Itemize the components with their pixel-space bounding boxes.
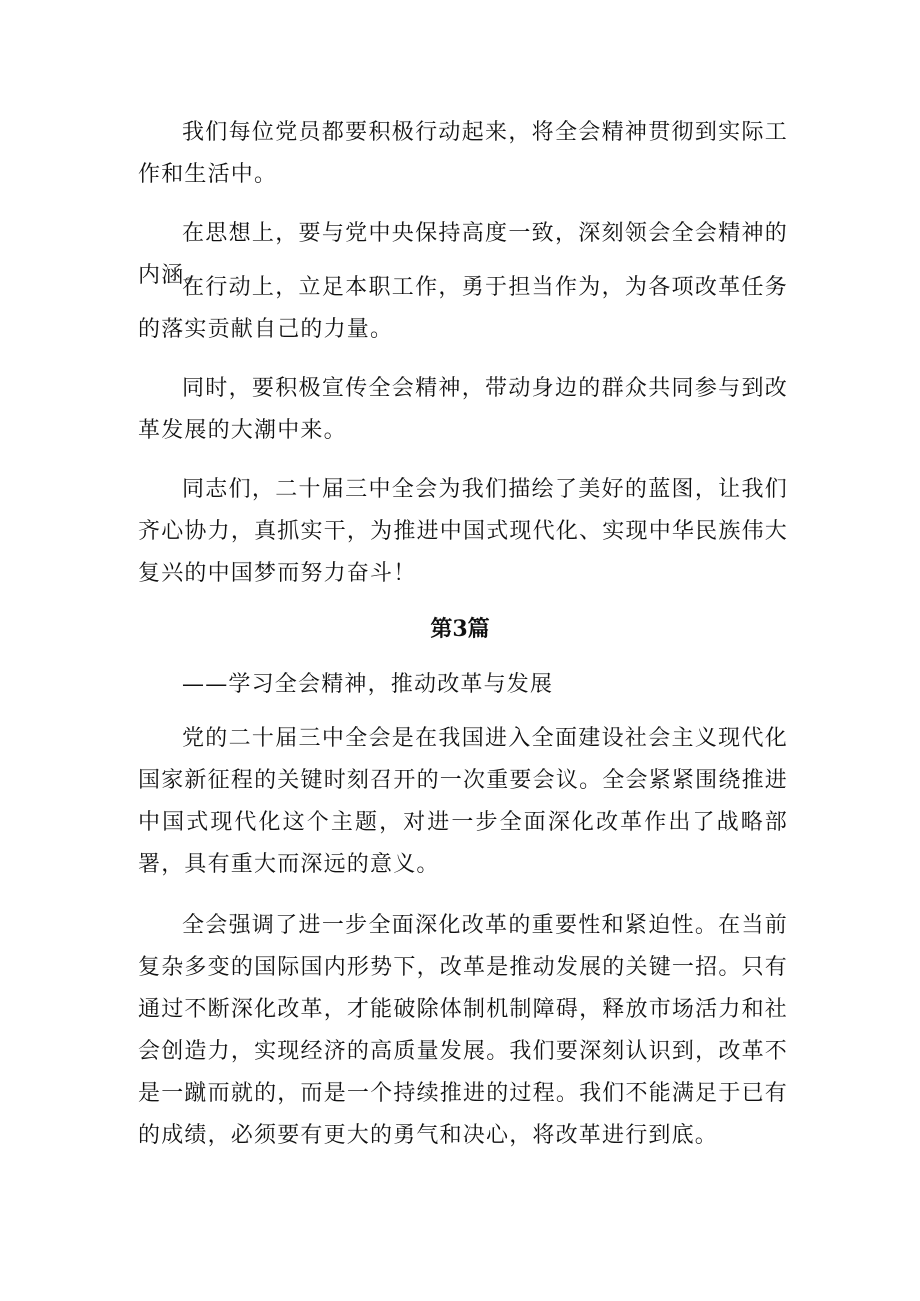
paragraph: 全会强调了进一步全面深化改革的重要性和紧迫性。在当前复杂多变的国际国内形势下，改革是推动发展的关键一招。只有通过不断深化改革，才能破除体制机制障碍，释放市场活力和社会创造力，实现经济的高质量发展。我们要深刻认识到，改革不是一蹴而就的，而是一个持续推进的过程。我们不能满足于已有的成绩，必须要有更大的勇气和决心，将改革进行到底。 xyxy=(138,913,788,1148)
section-subtitle: ——学习全会精神，推动改革与发展 xyxy=(182,672,554,697)
paragraph: 党的二十届三中全会是在我国进入全面建设社会主义现代化国家新征程的关键时刻召开的一次重要会议。全会紧紧围绕推进中国式现代化这个主题，对进一步全面深化改革作出了战略部署，具有重大而深远的意义。 xyxy=(138,726,788,877)
paragraph: 同时，要积极宣传全会精神，带动身边的群众共同参与到改革发展的大潮中来。 xyxy=(138,376,788,443)
paragraph: 我们每位党员都要积极行动起来，将全会精神贯彻到实际工作和生活中。 xyxy=(138,120,788,187)
paragraph: 同志们，二十届三中全会为我们描绘了美好的蓝图，让我们齐心协力，真抓实干，为推进中国式现代化、实现中华民族伟大复兴的中国梦而努力奋斗！ xyxy=(138,477,788,586)
section-heading: 第3篇 xyxy=(430,616,490,642)
paragraph: 在思想上，要与党中央保持高度一致，深刻领会全会精神的内涵。 xyxy=(138,221,788,288)
paragraph: 在行动上，立足本职工作，勇于担当作为，为各项改革任务的落实贡献自己的力量。 xyxy=(138,275,788,342)
